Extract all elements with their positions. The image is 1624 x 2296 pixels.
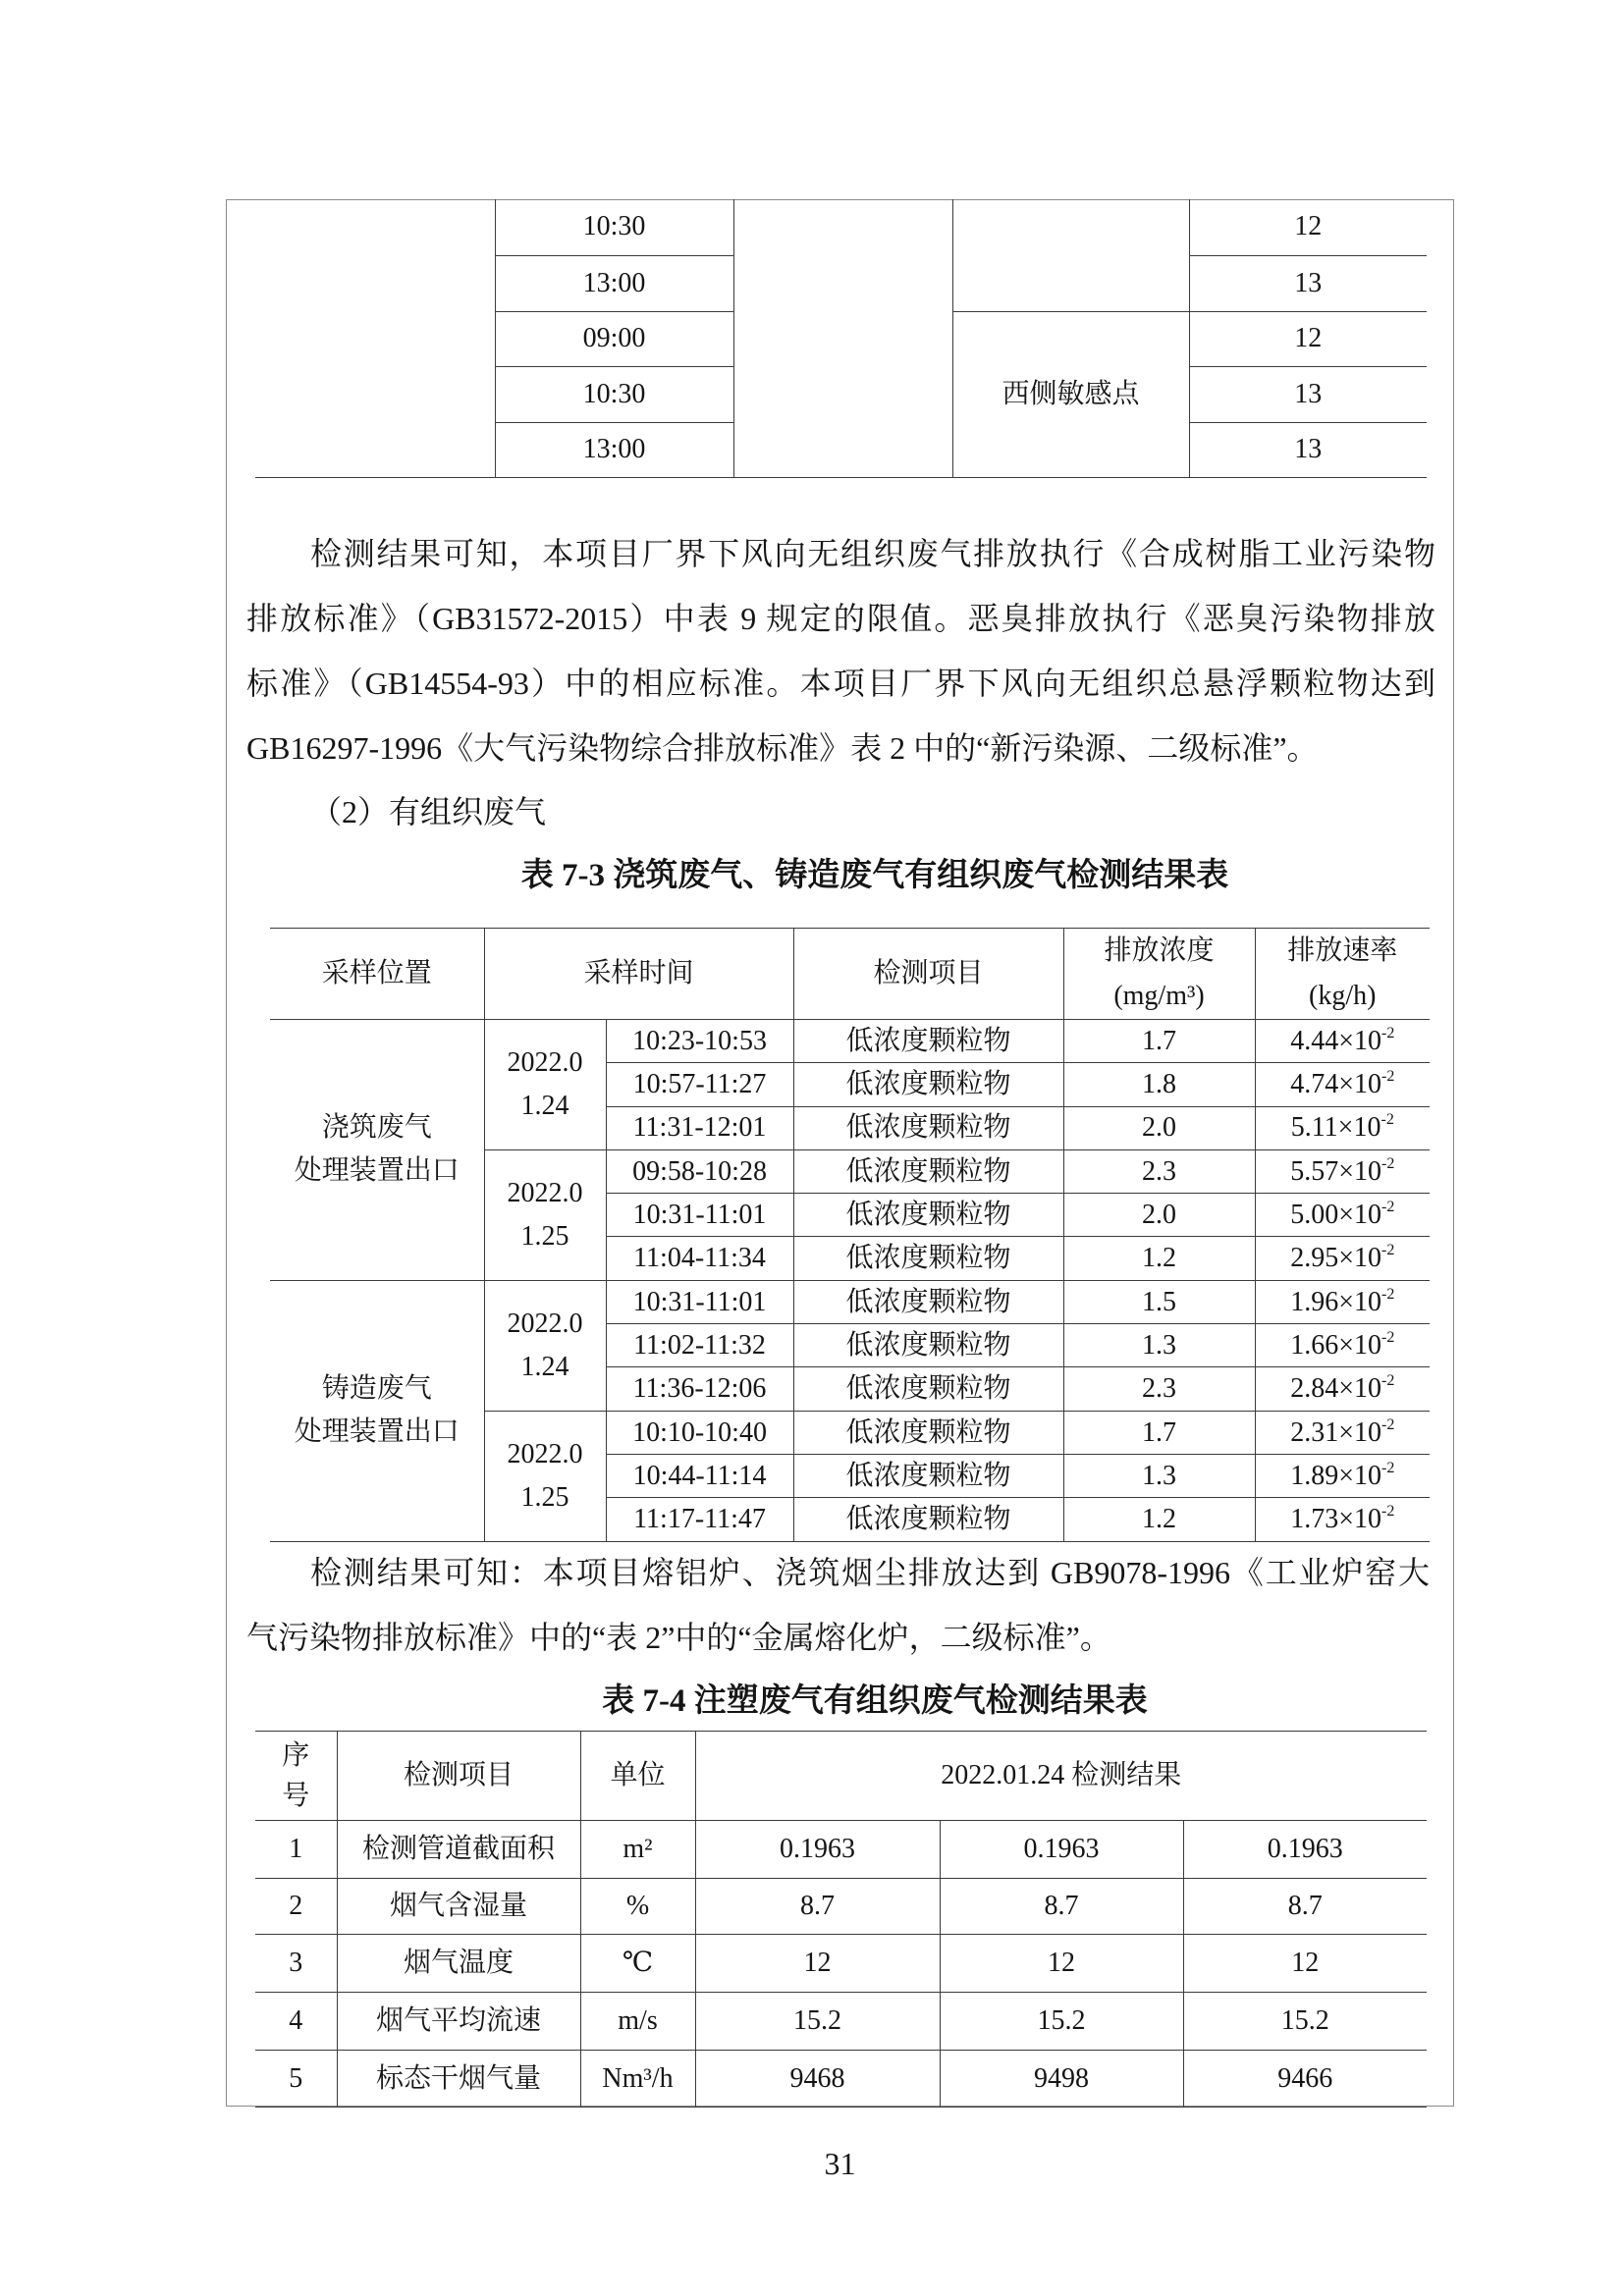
result-cell: 12	[1183, 1935, 1427, 1993]
concentration-cell: 2.3	[1063, 1367, 1255, 1411]
test-item-cell: 低浓度颗粒物	[793, 1280, 1063, 1323]
sampling-location-cell	[270, 1020, 484, 1281]
rate-exponent: -2	[1381, 1459, 1395, 1476]
test-item-cell: 低浓度颗粒物	[793, 1020, 1063, 1063]
rate-mantissa: 5.57×10	[1290, 1155, 1381, 1187]
date-line: 2022.0	[507, 1046, 583, 1078]
header-emission-rate	[1255, 929, 1430, 1020]
sampling-location-cell	[270, 1280, 484, 1541]
sampling-date-cell	[484, 1280, 606, 1411]
test-item-cell: 低浓度颗粒物	[793, 1324, 1063, 1367]
location-line: 处理装置出口	[294, 1416, 460, 1448]
location-line: 铸造废气	[321, 1373, 432, 1405]
concentration-cell: 1.8	[1063, 1063, 1255, 1106]
sampling-time-cell: 11:02-11:32	[606, 1324, 793, 1367]
rate-exponent: -2	[1381, 1415, 1395, 1433]
index-cell: 1	[255, 1821, 337, 1879]
result-cell: 15.2	[940, 1993, 1183, 2051]
header-index	[255, 1732, 337, 1821]
time-cell: 10:30	[495, 366, 733, 422]
location-cell: 西侧敏感点	[952, 311, 1189, 477]
test-item-cell: 低浓度颗粒物	[793, 1454, 1063, 1497]
value-cell: 12	[1189, 311, 1427, 366]
rate-exponent: -2	[1381, 1503, 1395, 1521]
paragraph-line: GB16297-1996《大气污染物综合排放标准》表 2 中的“新污染源、二级标准”。	[246, 730, 1319, 766]
header-concentration	[1063, 929, 1255, 1020]
test-item-cell: 标态干烟气量	[337, 2051, 580, 2108]
test-item-cell: 烟气温度	[337, 1935, 580, 1993]
test-item-cell: 低浓度颗粒物	[793, 1149, 1063, 1193]
rate-mantissa: 5.00×10	[1290, 1200, 1381, 1231]
header-emission-rate-label: 排放速率	[1287, 935, 1398, 966]
unit-cell: Nm³/h	[580, 2051, 695, 2108]
concentration-cell: 1.7	[1063, 1020, 1255, 1063]
unit-cell: m²	[580, 1821, 695, 1879]
result-cell: 12	[940, 1935, 1183, 1993]
concentration-cell: 2.3	[1063, 1149, 1255, 1193]
location-line: 处理装置出口	[294, 1155, 460, 1187]
rate-exponent: -2	[1381, 1372, 1395, 1390]
concentration-cell: 2.0	[1063, 1194, 1255, 1237]
header-sampling-location: 采样位置	[270, 929, 484, 1020]
time-cell: 09:00	[495, 311, 733, 366]
section-heading: （2）有组织废气	[310, 794, 547, 829]
table-7-4	[255, 1731, 1427, 2108]
rate-exponent: -2	[1381, 1242, 1395, 1259]
sampling-time-cell: 09:58-10:28	[606, 1149, 793, 1193]
rate-mantissa: 1.66×10	[1290, 1329, 1381, 1361]
rate-exponent: -2	[1381, 1068, 1395, 1086]
emission-rate-cell	[1255, 1063, 1430, 1106]
concentration-cell: 1.7	[1063, 1411, 1255, 1454]
test-item-cell: 检测管道截面积	[337, 1821, 580, 1879]
emission-rate-cell	[1255, 1149, 1430, 1193]
result-cell: 8.7	[1183, 1879, 1427, 1935]
sampling-time-cell: 11:31-12:01	[606, 1106, 793, 1149]
unit-cell: %	[580, 1879, 695, 1935]
rate-mantissa: 2.31×10	[1290, 1416, 1381, 1448]
test-item-cell: 低浓度颗粒物	[793, 1106, 1063, 1149]
header-test-item: 检测项目	[793, 929, 1063, 1020]
table-7-3	[270, 928, 1430, 1542]
rate-exponent: -2	[1381, 1024, 1395, 1041]
concentration-cell: 1.5	[1063, 1280, 1255, 1323]
emission-rate-cell	[1255, 1411, 1430, 1454]
test-item-cell: 低浓度颗粒物	[793, 1237, 1063, 1280]
time-cell: 13:00	[495, 255, 733, 311]
rate-mantissa: 4.74×10	[1290, 1069, 1381, 1100]
test-item-cell: 低浓度颗粒物	[793, 1498, 1063, 1541]
value-cell: 13	[1189, 366, 1427, 422]
page-number: 31	[824, 2146, 856, 2181]
emission-rate-cell	[1255, 1454, 1430, 1497]
time-cell: 10:30	[495, 199, 733, 255]
sampling-time-cell: 10:10-10:40	[606, 1411, 793, 1454]
sampling-time-cell: 10:31-11:01	[606, 1280, 793, 1323]
sampling-time-cell: 11:17-11:47	[606, 1498, 793, 1541]
sampling-time-cell: 10:57-11:27	[606, 1063, 793, 1106]
rate-mantissa: 1.89×10	[1290, 1460, 1381, 1491]
emission-rate-cell	[1255, 1194, 1430, 1237]
emission-rate-cell	[1255, 1280, 1430, 1323]
location-line: 浇筑废气	[321, 1112, 432, 1144]
result-cell: 8.7	[940, 1879, 1183, 1935]
sampling-time-cell: 10:23-10:53	[606, 1020, 793, 1063]
result-cell: 15.2	[695, 1993, 940, 2051]
header-concentration-label: 排放浓度	[1104, 935, 1215, 966]
sampling-time-cell: 11:04-11:34	[606, 1237, 793, 1280]
rate-mantissa: 2.95×10	[1290, 1243, 1381, 1274]
index-cell: 2	[255, 1879, 337, 1935]
date-line: 1.24	[520, 1351, 569, 1382]
unit-cell: ℃	[580, 1935, 695, 1993]
merged-empty-cell	[255, 199, 495, 477]
concentration-cell: 1.3	[1063, 1324, 1255, 1367]
date-line: 2022.0	[507, 1308, 583, 1339]
test-item-cell: 烟气含湿量	[337, 1879, 580, 1935]
rate-exponent: -2	[1380, 1111, 1394, 1129]
rate-mantissa: 1.96×10	[1290, 1286, 1381, 1317]
unit-cell: m/s	[580, 1993, 695, 2051]
test-item-cell: 低浓度颗粒物	[793, 1063, 1063, 1106]
concentration-cell: 1.2	[1063, 1498, 1255, 1541]
header-index-line: 序	[282, 1740, 310, 1771]
paragraph-line: 气污染物排放标准》中的“表 2”中的“金属熔化炉，二级标准”。	[246, 1620, 1111, 1655]
emission-rate-cell	[1255, 1237, 1430, 1280]
sampling-date-cell	[484, 1149, 606, 1280]
result-cell: 0.1963	[1183, 1821, 1427, 1879]
emission-rate-cell	[1255, 1324, 1430, 1367]
value-cell: 12	[1189, 199, 1427, 255]
header-test-item: 检测项目	[337, 1732, 580, 1821]
date-line: 2022.0	[507, 1177, 583, 1208]
test-item-cell: 烟气平均流速	[337, 1993, 580, 2051]
paragraph-line: 标准》（GB14554-93）中的相应标准。本项目厂界下风向无组织总悬浮颗粒物达到	[246, 666, 1435, 701]
test-item-cell: 低浓度颗粒物	[793, 1411, 1063, 1454]
result-cell: 9466	[1183, 2051, 1427, 2108]
sampling-date-cell	[484, 1020, 606, 1150]
paragraph-line: 排放标准》（GB31572-2015）中表 9 规定的限值。恶臭排放执行《恶臭污染物排放	[246, 601, 1435, 636]
sampling-date-cell	[484, 1411, 606, 1541]
emission-rate-cell	[1255, 1367, 1430, 1411]
date-line: 1.25	[520, 1481, 569, 1513]
merged-empty-cell	[952, 199, 1189, 311]
value-cell: 13	[1189, 255, 1427, 311]
header-concentration-unit: (mg/m³)	[1113, 981, 1205, 1011]
concentration-cell: 1.3	[1063, 1454, 1255, 1497]
date-line: 2022.0	[507, 1438, 583, 1469]
table-7-3-title: 表 7-3 浇筑废气、铸造废气有组织废气检测结果表	[520, 858, 1229, 893]
date-line: 1.24	[520, 1090, 569, 1121]
rate-mantissa: 5.11×10	[1290, 1112, 1381, 1144]
result-cell: 12	[695, 1935, 940, 1993]
rate-mantissa: 1.73×10	[1290, 1504, 1381, 1535]
concentration-cell: 2.0	[1063, 1106, 1255, 1149]
emission-rate-cell	[1255, 1498, 1430, 1541]
header-index-line: 号	[282, 1781, 310, 1811]
result-cell: 15.2	[1183, 1993, 1427, 2051]
header-emission-rate-unit: (kg/h)	[1309, 981, 1377, 1011]
test-item-cell: 低浓度颗粒物	[793, 1367, 1063, 1411]
merged-empty-cell	[733, 199, 952, 477]
continued-monitoring-table	[255, 199, 1427, 478]
rate-exponent: -2	[1381, 1328, 1395, 1346]
result-cell: 0.1963	[695, 1821, 940, 1879]
index-cell: 4	[255, 1993, 337, 2051]
header-unit: 单位	[580, 1732, 695, 1821]
rate-mantissa: 4.44×10	[1290, 1025, 1381, 1056]
result-cell: 9468	[695, 2051, 940, 2108]
emission-rate-cell	[1255, 1106, 1430, 1149]
time-cell: 13:00	[495, 422, 733, 477]
sampling-time-cell: 10:44-11:14	[606, 1454, 793, 1497]
result-cell: 9498	[940, 2051, 1183, 2108]
paragraph-line: 检测结果可知，本项目厂界下风向无组织废气排放执行《合成树脂工业污染物	[310, 536, 1435, 571]
index-cell: 5	[255, 2051, 337, 2108]
table-7-4-title: 表 7-4 注塑废气有组织废气检测结果表	[602, 1683, 1148, 1719]
test-item-cell: 低浓度颗粒物	[793, 1194, 1063, 1237]
emission-rate-cell	[1255, 1020, 1430, 1063]
rate-exponent: -2	[1381, 1199, 1395, 1216]
header-sampling-time: 采样时间	[484, 929, 793, 1020]
paragraph-line: 检测结果可知：本项目熔铝炉、浇筑烟尘排放达到 GB9078-1996《工业炉窑大	[310, 1555, 1430, 1590]
date-line: 1.25	[520, 1220, 569, 1252]
paragraph-organized-emission-conclusion	[246, 1540, 1430, 1670]
sampling-time-cell: 11:36-12:06	[606, 1367, 793, 1411]
concentration-cell: 1.2	[1063, 1237, 1255, 1280]
index-cell: 3	[255, 1935, 337, 1993]
paragraph-unorganized-emission-conclusion	[246, 521, 1435, 780]
value-cell: 13	[1189, 422, 1427, 477]
result-cell: 8.7	[695, 1879, 940, 1935]
rate-exponent: -2	[1381, 1154, 1395, 1172]
sampling-time-cell: 10:31-11:01	[606, 1194, 793, 1237]
rate-mantissa: 2.84×10	[1290, 1373, 1381, 1405]
rate-exponent: -2	[1381, 1285, 1395, 1303]
result-cell: 0.1963	[940, 1821, 1183, 1879]
header-result: 2022.01.24 检测结果	[695, 1732, 1427, 1821]
